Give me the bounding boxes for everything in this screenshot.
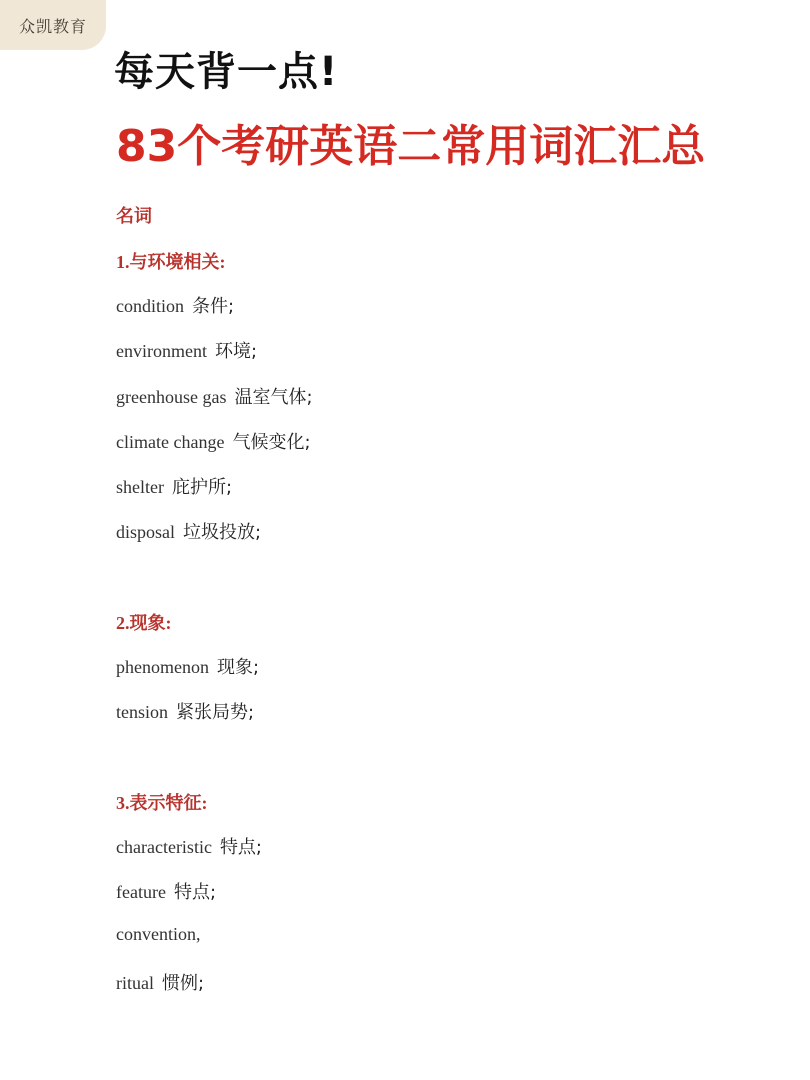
- vocab-english: disposal: [116, 522, 176, 542]
- vocab-chinese: 庇护所;: [171, 477, 233, 498]
- vocab-english: greenhouse gas: [116, 387, 227, 407]
- vocab-chinese: 特点;: [219, 837, 263, 858]
- vocab-english: feature: [116, 882, 166, 902]
- vocab-chinese: 条件;: [192, 296, 235, 317]
- vocab-chinese: 垃圾投放;: [183, 522, 262, 543]
- vocab-entry: [116, 878, 216, 904]
- vocab-english: environment: [116, 341, 207, 361]
- page-subtitle: 83个考研英语二常用词汇汇总: [116, 121, 706, 172]
- vocab-english: ritual: [116, 973, 154, 993]
- vocab-entry: [116, 292, 234, 318]
- section-heading: 2.现象:: [116, 613, 172, 633]
- vocab-entry: [116, 473, 232, 499]
- vocab-entry: [116, 518, 261, 544]
- vocab-entry: [116, 653, 259, 679]
- vocab-chinese: 气候变化;: [232, 432, 311, 453]
- vocab-chinese: 紧张局势;: [176, 702, 255, 723]
- vocab-entry: [116, 924, 208, 945]
- vocab-entry: [116, 833, 262, 859]
- vocab-english: convention,: [116, 924, 201, 944]
- vocab-entry: [116, 337, 257, 363]
- section-heading: 3.表示特征:: [116, 793, 208, 813]
- vocab-english: characteristic: [116, 837, 212, 857]
- vocab-chinese: 特点;: [173, 882, 217, 903]
- vocab-chinese: 惯例;: [162, 973, 205, 994]
- vocab-chinese: 温室气体;: [234, 387, 313, 408]
- vocab-entry: [116, 428, 311, 454]
- vocab-english: shelter: [116, 477, 164, 497]
- section-heading: 1.与环境相关:: [116, 252, 226, 272]
- vocab-chinese: 现象;: [216, 657, 260, 678]
- vocab-english: climate change: [116, 432, 225, 452]
- category-label: 名词: [116, 206, 152, 226]
- vocab-entry: [116, 383, 313, 409]
- vocab-chinese: 环境;: [214, 341, 258, 362]
- page-title: 每天背一点!: [114, 49, 339, 95]
- vocab-entry: [116, 698, 254, 724]
- vocab-english: tension: [116, 702, 168, 722]
- vocab-english: phenomenon: [116, 657, 209, 677]
- watermark-badge: 众凯教育: [0, 0, 106, 50]
- vocab-english: condition: [116, 296, 184, 316]
- vocab-entry: [116, 969, 204, 995]
